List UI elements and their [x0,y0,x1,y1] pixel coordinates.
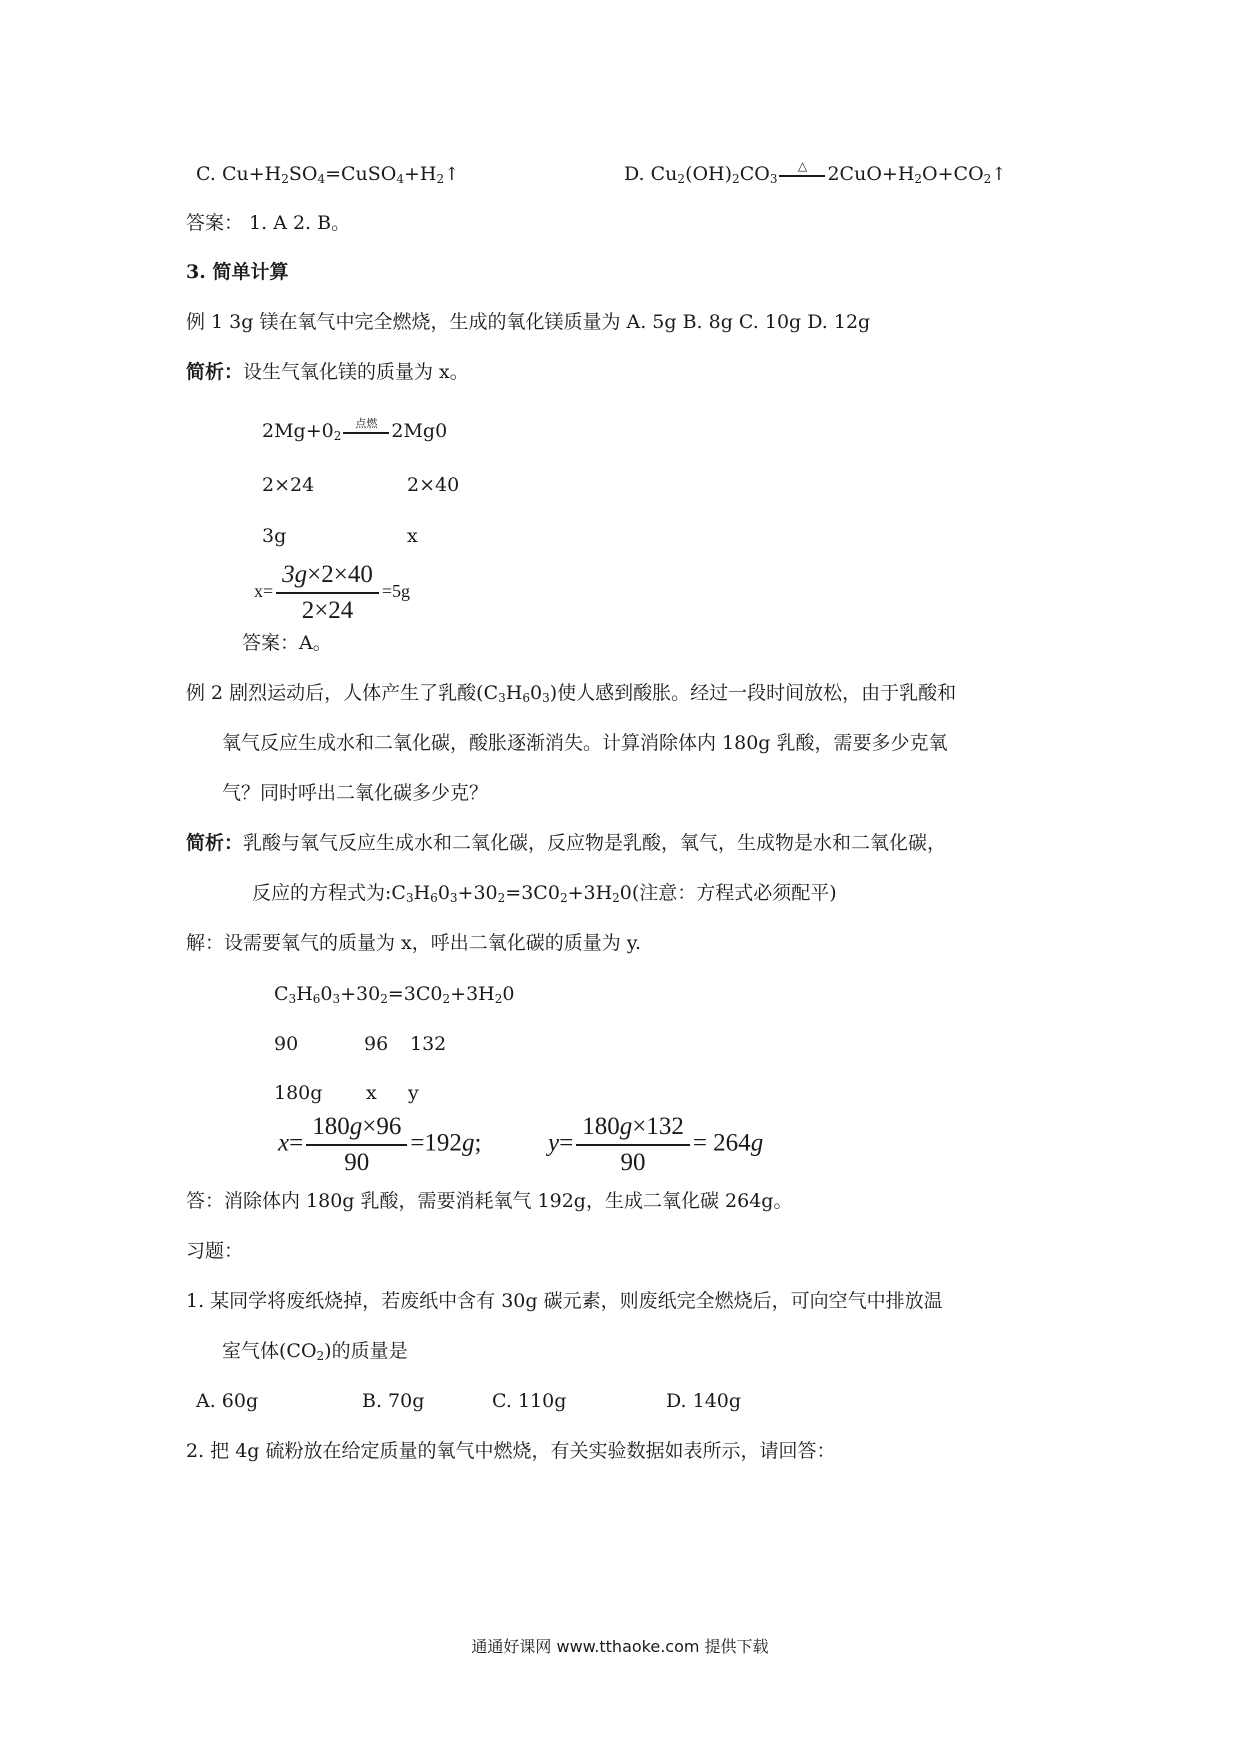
fraction [306,1112,407,1178]
result: =192 [410,1129,462,1157]
example-1-analysis [186,361,469,384]
ratio-b: 96 [364,1033,389,1055]
question-1-option-c: C. 110g [492,1390,567,1412]
subscript: 2 [281,172,289,186]
text: =3C0 [387,983,443,1005]
ratio-right: 2×40 [407,474,460,496]
subscript: 2 [333,429,342,443]
option-d-text: 2CuO+H [827,163,915,185]
example-2-line-3: 气？同时呼出二氧化碳多少克？ [222,782,489,804]
example-2-solution: 解：设需要氧气的质量为 x，呼出二氧化碳的质量为 y. [186,932,642,954]
text: 0 [437,882,450,904]
text: +3H [450,983,495,1005]
subscript: 6 [522,691,530,705]
text: 反应的方程式为:C [252,882,406,904]
subscript: 3 [288,992,297,1006]
given-right: x [407,525,418,547]
subscript: 2 [436,172,445,186]
denominator: 90 [620,1149,646,1176]
equals: = [559,1129,574,1157]
subscript: 2 [559,891,568,905]
denominator: 90 [344,1149,370,1176]
example-1-calculation [254,560,410,626]
question-1-line-1: 1. 某同学将废纸烧掉，若废纸中含有 30g 碳元素，则废纸完全燃烧后，可向空气中排放温 [186,1290,943,1312]
text: C [274,983,289,1005]
subscript: 2 [497,891,506,905]
ratio-left: 2×24 [262,474,315,496]
example-2-line-1 [186,682,956,705]
given-b: x [366,1082,377,1104]
variable: x [278,1129,290,1157]
result-unit: g [461,1129,475,1157]
up-arrow-icon: ↑ [444,164,460,185]
heat-triangle-icon: △ [797,159,808,173]
subscript: 2 [494,992,503,1006]
numerator-part: g [619,1113,633,1140]
previous-answer: 答案： 1. A 2. B。 [186,212,351,234]
text: )的质量是 [324,1340,408,1362]
question-2-line-1: 2. 把 4g 硫粉放在给定质量的氧气中燃烧，有关实验数据如表所示，请回答： [186,1440,836,1462]
subscript: 3 [769,172,778,186]
section-title: 3. 简单计算 [186,261,289,283]
variable: y [548,1129,560,1157]
exercises-title: 习题： [186,1240,244,1262]
example-1-equation [262,417,448,443]
subscript: 4 [317,172,326,186]
ratio-a: 90 [274,1033,299,1055]
given-a: 180g [274,1082,323,1104]
up-arrow-icon: ↑ [991,164,1007,185]
text: 0 [502,983,515,1005]
text: 0(注意：方程式必须配平) [619,882,837,904]
text: +3H [567,882,613,904]
denominator: 2×24 [301,597,354,624]
equals: = [289,1129,304,1157]
text: )使人感到酸胀。经过一段时间放松，由于乳酸和 [549,682,957,704]
text: +30 [457,882,498,904]
result-unit: g [750,1129,764,1157]
separator: ; [474,1129,482,1157]
subscript: 2 [612,891,620,905]
analysis-label: 简析： [186,832,244,854]
text: 例 2 剧烈运动后，人体产生了乳酸(C [186,682,499,704]
equation-right: 2Mg0 [391,420,448,442]
text: +30 [340,983,381,1005]
question-1-line-2 [222,1340,408,1363]
example-1: 例 1 3g 镁在氧气中完全燃烧，生成的氧化镁质量为 A. 5g B. 8g C. 10g D. 12g [186,311,871,333]
numerator-part: g [349,1113,363,1140]
calc-result: =5g [381,581,411,602]
option-c-text: +H [404,163,437,185]
numerator-part: 180 [582,1113,620,1140]
subscript: 2 [442,992,451,1006]
page-footer: 通通好课网 www.tthaoke.com 提供下载 [471,1637,769,1656]
option-d [624,159,1007,186]
text: H [296,983,313,1005]
option-d-text: (OH) [685,163,733,185]
subscript: 3 [542,691,550,705]
result: = 264 [692,1129,751,1157]
example-1-answer: 答案：A。 [242,632,332,654]
subscript: 3 [449,891,458,905]
subscript: 2 [914,172,923,186]
question-1-option-d: D. 140g [666,1390,742,1412]
numerator-part: ×96 [362,1113,402,1140]
numerator-part: 3g [282,561,308,588]
example-2-calc-y [548,1112,763,1178]
numerator-part: ×132 [632,1113,684,1140]
option-c-text: =CuSO [325,163,397,185]
given-left: 3g [262,525,287,547]
question-1-option-a: A. 60g [196,1390,259,1412]
subscript: 3 [405,891,414,905]
equation-left: 2Mg+0 [262,420,334,442]
example-2-calc-x [278,1112,481,1178]
given-c: y [408,1082,419,1104]
subscript: 2 [732,172,740,186]
subscript: 6 [430,891,438,905]
option-c-text: C. Cu+H [196,163,282,185]
reaction-condition: 点燃 [355,417,378,430]
example-2-answer: 答：消除体内 180g 乳酸，需要消耗氧气 192g，生成二氧化碳 264g。 [186,1190,793,1212]
subscript: 3 [498,691,506,705]
subscript: 2 [983,172,992,186]
subscript: 3 [332,992,341,1006]
fraction [576,1112,690,1178]
numerator-part: 180 [312,1113,350,1140]
text: 室气体(CO [222,1340,317,1362]
subscript: 2 [380,992,388,1006]
example-2-line-2: 氧气反应生成水和二氧化碳，酸胀逐渐消失。计算消除体内 180g 乳酸，需要多少克氧 [222,732,948,754]
ratio-c: 132 [410,1033,447,1055]
example-2-analysis-equation [252,882,837,905]
text: =3C0 [505,882,560,904]
subscript: 2 [316,1349,325,1363]
example-2-equation [274,983,514,1006]
analysis-text: 乳酸与氧气反应生成水和二氧化碳，反应物是乳酸，氧气，生成物是水和二氧化碳， [243,832,947,854]
text: 0 [320,983,333,1005]
question-1-option-b: B. 70g [362,1390,425,1412]
text: 0 [529,682,543,704]
option-d-text: O+CO [922,163,984,185]
text: H [505,682,523,704]
heat-arrow [779,159,825,177]
example-2-analysis [186,832,946,855]
option-c [196,163,459,186]
analysis-text: 设生气氧化镁的质量为 x。 [243,361,469,383]
option-d-text: CO [739,163,770,185]
reaction-arrow [343,417,389,434]
analysis-label: 简析： [186,361,244,383]
subscript: 2 [677,172,686,186]
subscript: 6 [312,992,321,1006]
subscript: 4 [396,172,405,186]
fraction [276,560,379,626]
calc-prefix: x= [254,581,274,602]
text: H [413,882,431,904]
option-d-text: D. Cu [624,163,678,185]
numerator-part: ×2×40 [307,561,373,588]
option-c-text: SO [288,163,318,185]
